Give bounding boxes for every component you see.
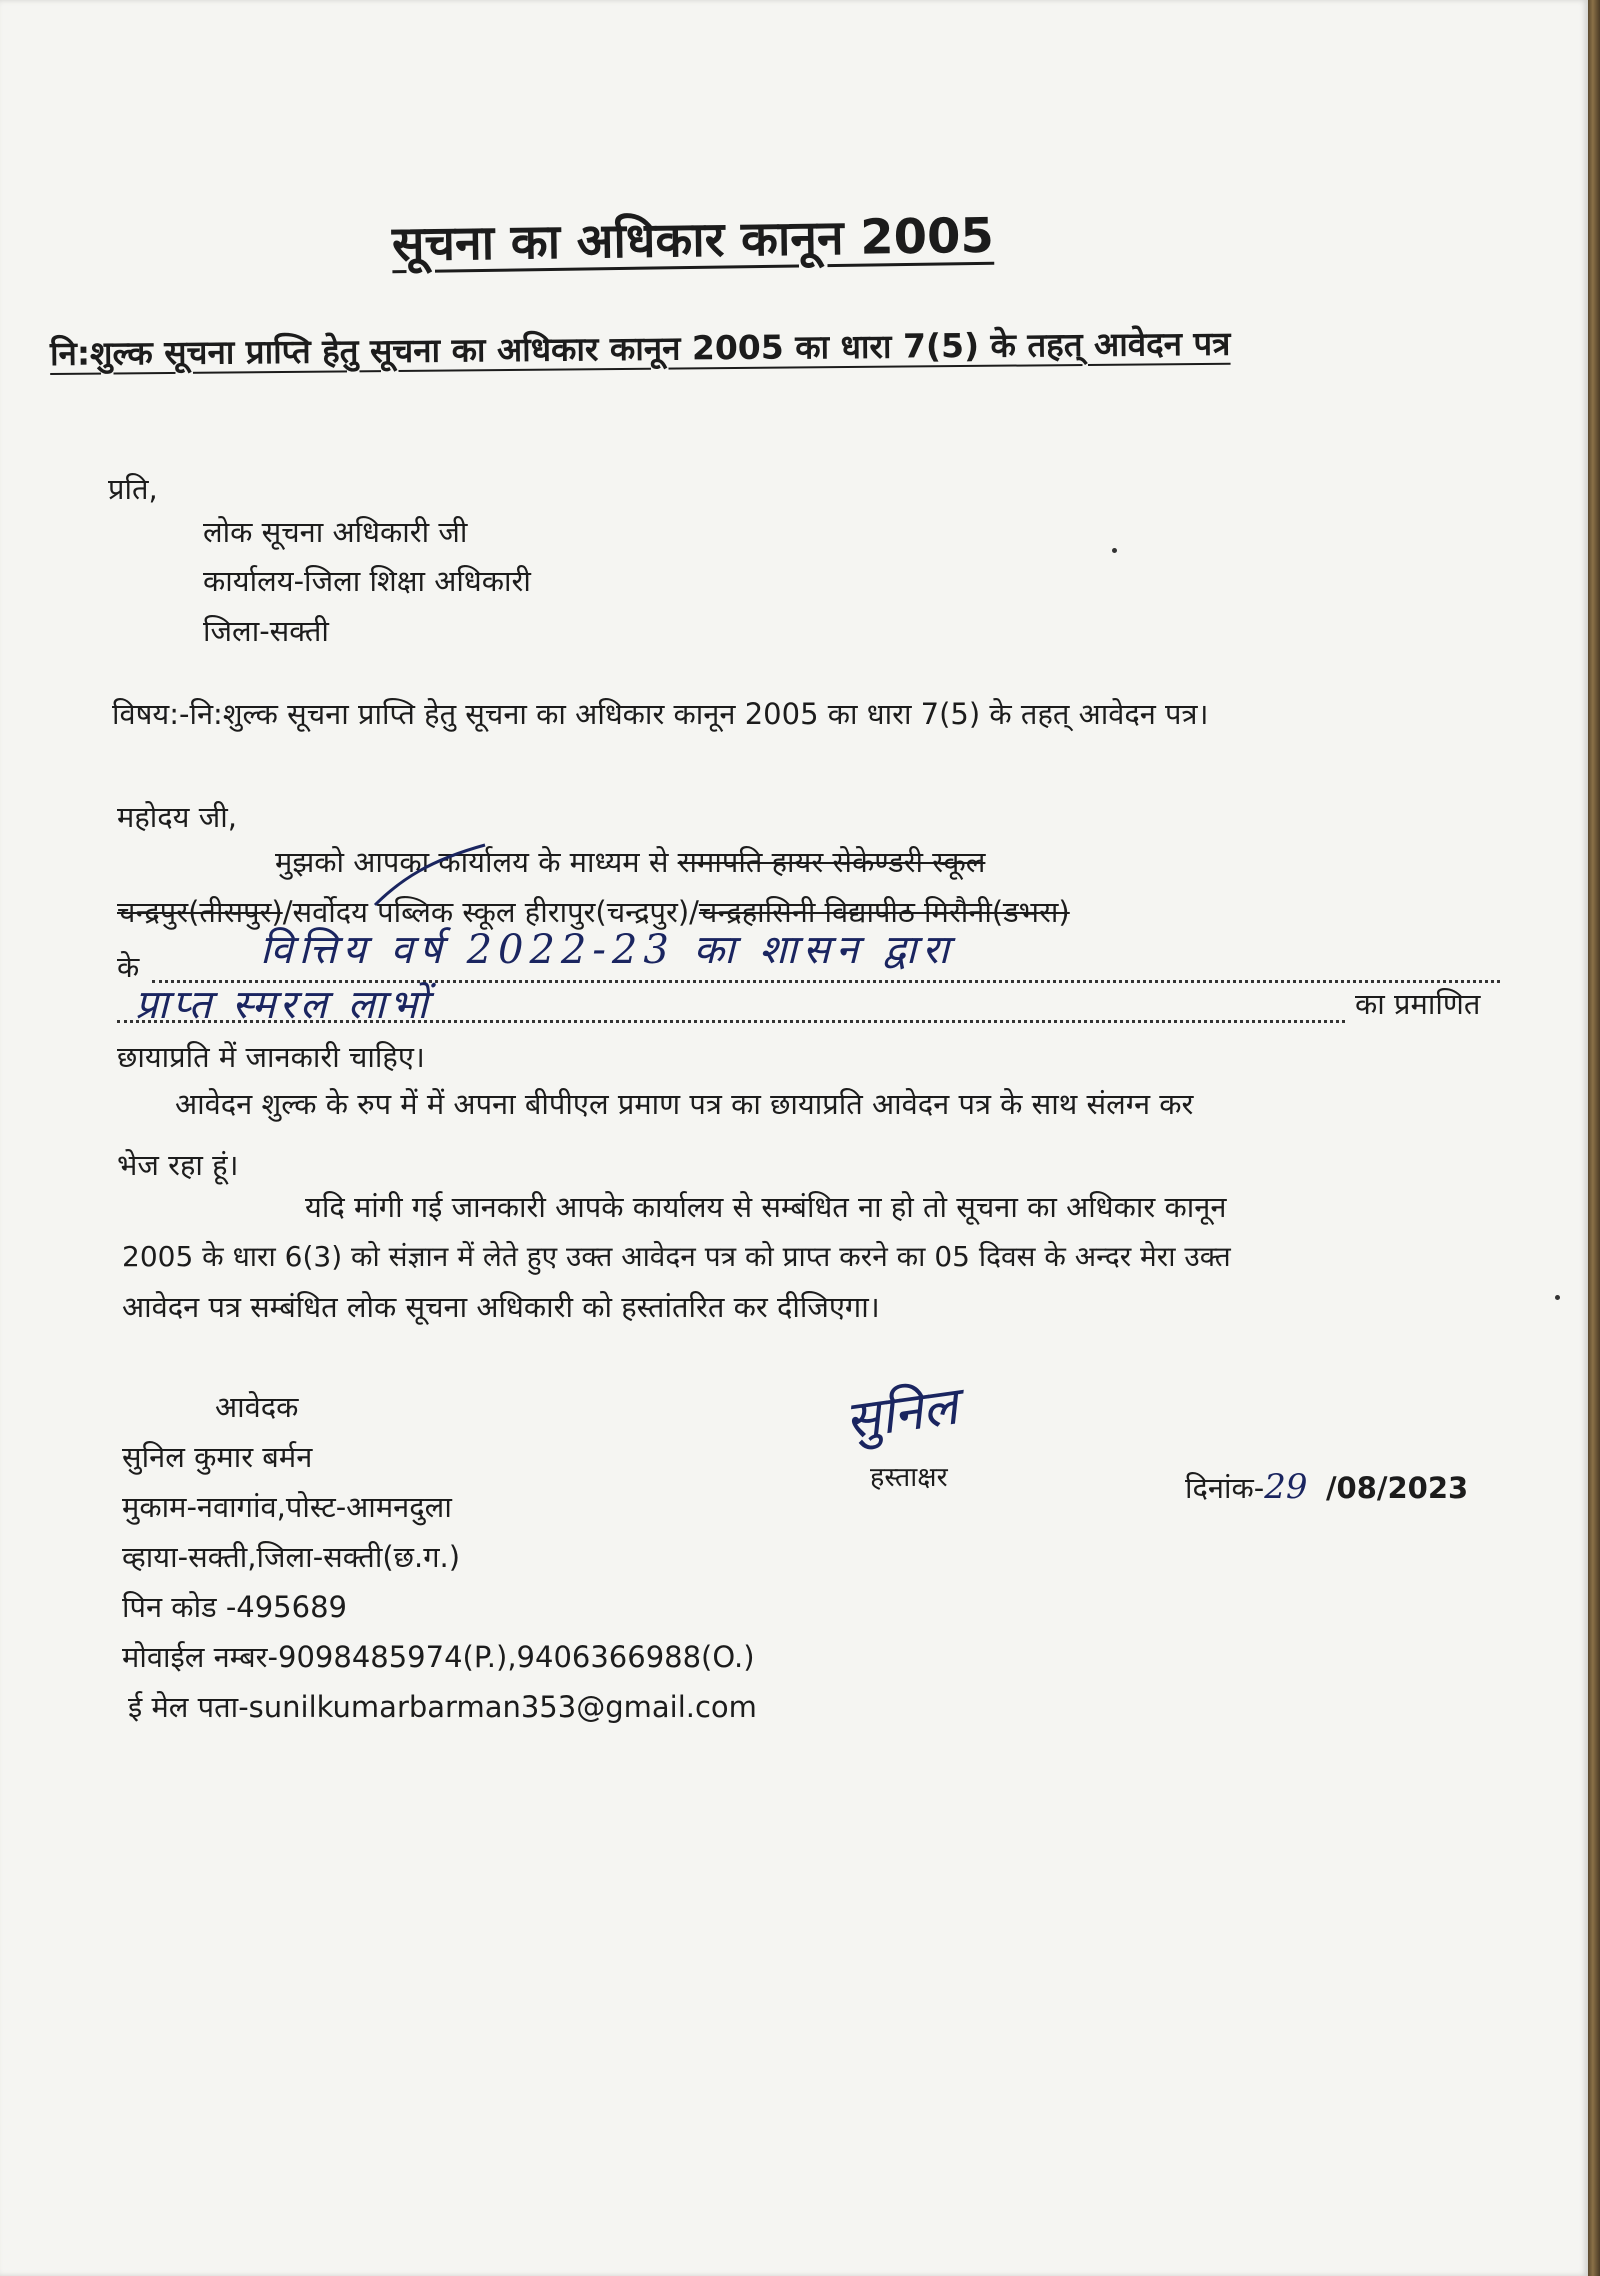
applicant-name: सुनिल कुमार बर्मन (122, 1440, 313, 1474)
table-edge (1588, 0, 1600, 2276)
paper-speck (1112, 548, 1117, 553)
handwritten-fill-2: प्राप्त स्मरल लाभों (135, 982, 432, 1028)
paper-speck (1555, 1295, 1560, 1300)
date-prefix: दिनांक- (1185, 1471, 1265, 1505)
date-day-handwritten: 29 (1264, 1467, 1308, 1507)
recipient-prati: प्रति, (108, 472, 158, 506)
applicant-email: ई मेल पता-sunilkumarbarman353@gmail.com (128, 1690, 757, 1724)
applicant-address-2: व्हाया-सक्ती,जिला-सक्ती(छ.ग.) (122, 1540, 461, 1574)
para-3-line-1: यदि मांगी गई जानकारी आपके कार्यालय से सम्बंधित ना हो तो सूचना का अधिकार कानून (305, 1190, 1227, 1224)
document-title: सूचना का अधिकार कानून 2005 (391, 207, 995, 273)
date-line (1185, 1467, 1469, 1507)
selected-school: /सर्वोदय पब्लिक स्कूल हीरापुर(चन्द्रपुर)/ (282, 895, 699, 929)
struck-school-3: चन्द्रहासिनी विद्यापीठ मिरौनी(डभरा) (698, 895, 1070, 929)
handwritten-signature: सुनिल (841, 1376, 962, 1452)
applicant-mobile: मोवाईल नम्बर-9098485974(P.),9406366988(O.) (122, 1640, 755, 1674)
document-subtitle: नि:शुल्क सूचना प्राप्ति हेतु सूचना का अधिकार कानून 2005 का धारा 7(5) के तहत् आवेदन पत्र (49, 323, 1231, 373)
body-line-1-prefix: मुझको आपका कार्यालय के माध्यम से (275, 845, 669, 879)
struck-school-2: चन्द्रपुर(तीसपुर) (117, 895, 283, 929)
para-2-line-2: भेज रहा हूं। (117, 1148, 239, 1182)
body-line-4-suffix: का प्रमाणित (1355, 987, 1481, 1021)
para-3-line-2: 2005 के धारा 6(3) को संज्ञान में लेते हुए उक्त आवेदन पत्र को प्राप्त करने का 05 दिवस के अन्दर मेरा उक्त (122, 1240, 1231, 1273)
applicant-pin: पिन कोड -495689 (122, 1590, 347, 1624)
recipient-line-2: कार्यालय-जिला शिक्षा अधिकारी (203, 564, 531, 598)
recipient-line-1: लोक सूचना अधिकारी जी (203, 515, 468, 549)
body-line-5: छायाप्रति में जानकारी चाहिए। (117, 1040, 425, 1074)
para-3-line-3: आवेदन पत्र सम्बंधित लोक सूचना अधिकारी को हस्तांतरित कर दीजिएगा। (122, 1290, 880, 1324)
body-line-2 (117, 895, 1070, 930)
recipient-line-3: जिला-सक्ती (203, 614, 329, 648)
signature-label: हस्ताक्षर (870, 1462, 948, 1493)
subject-line: विषय:-नि:शुल्क सूचना प्राप्ति हेतु सूचना का अधिकार कानून 2005 का धारा 7(5) के तहत् आवेदन पत्र। (112, 697, 1209, 731)
applicant-label: आवेदक (215, 1390, 299, 1424)
applicant-address-1: मुकाम-नवागांव,पोस्ट-आमनदुला (122, 1490, 452, 1524)
body-line-3-prefix: के (117, 950, 140, 984)
struck-school-1: रामापति हायर सेकेण्डरी स्कूल (677, 845, 986, 879)
date-rest: /08/2023 (1325, 1471, 1469, 1505)
para-2-line-1: आवेदन शुल्क के रुप में में अपना बीपीएल प्रमाण पत्र का छायाप्रति आवेदन पत्र के साथ संलग्न कर (175, 1087, 1194, 1121)
handwritten-fill-1: वित्तिय वर्ष 2022-23 का शासन द्वारा (260, 927, 955, 973)
salutation: महोदय जी, (117, 800, 237, 834)
